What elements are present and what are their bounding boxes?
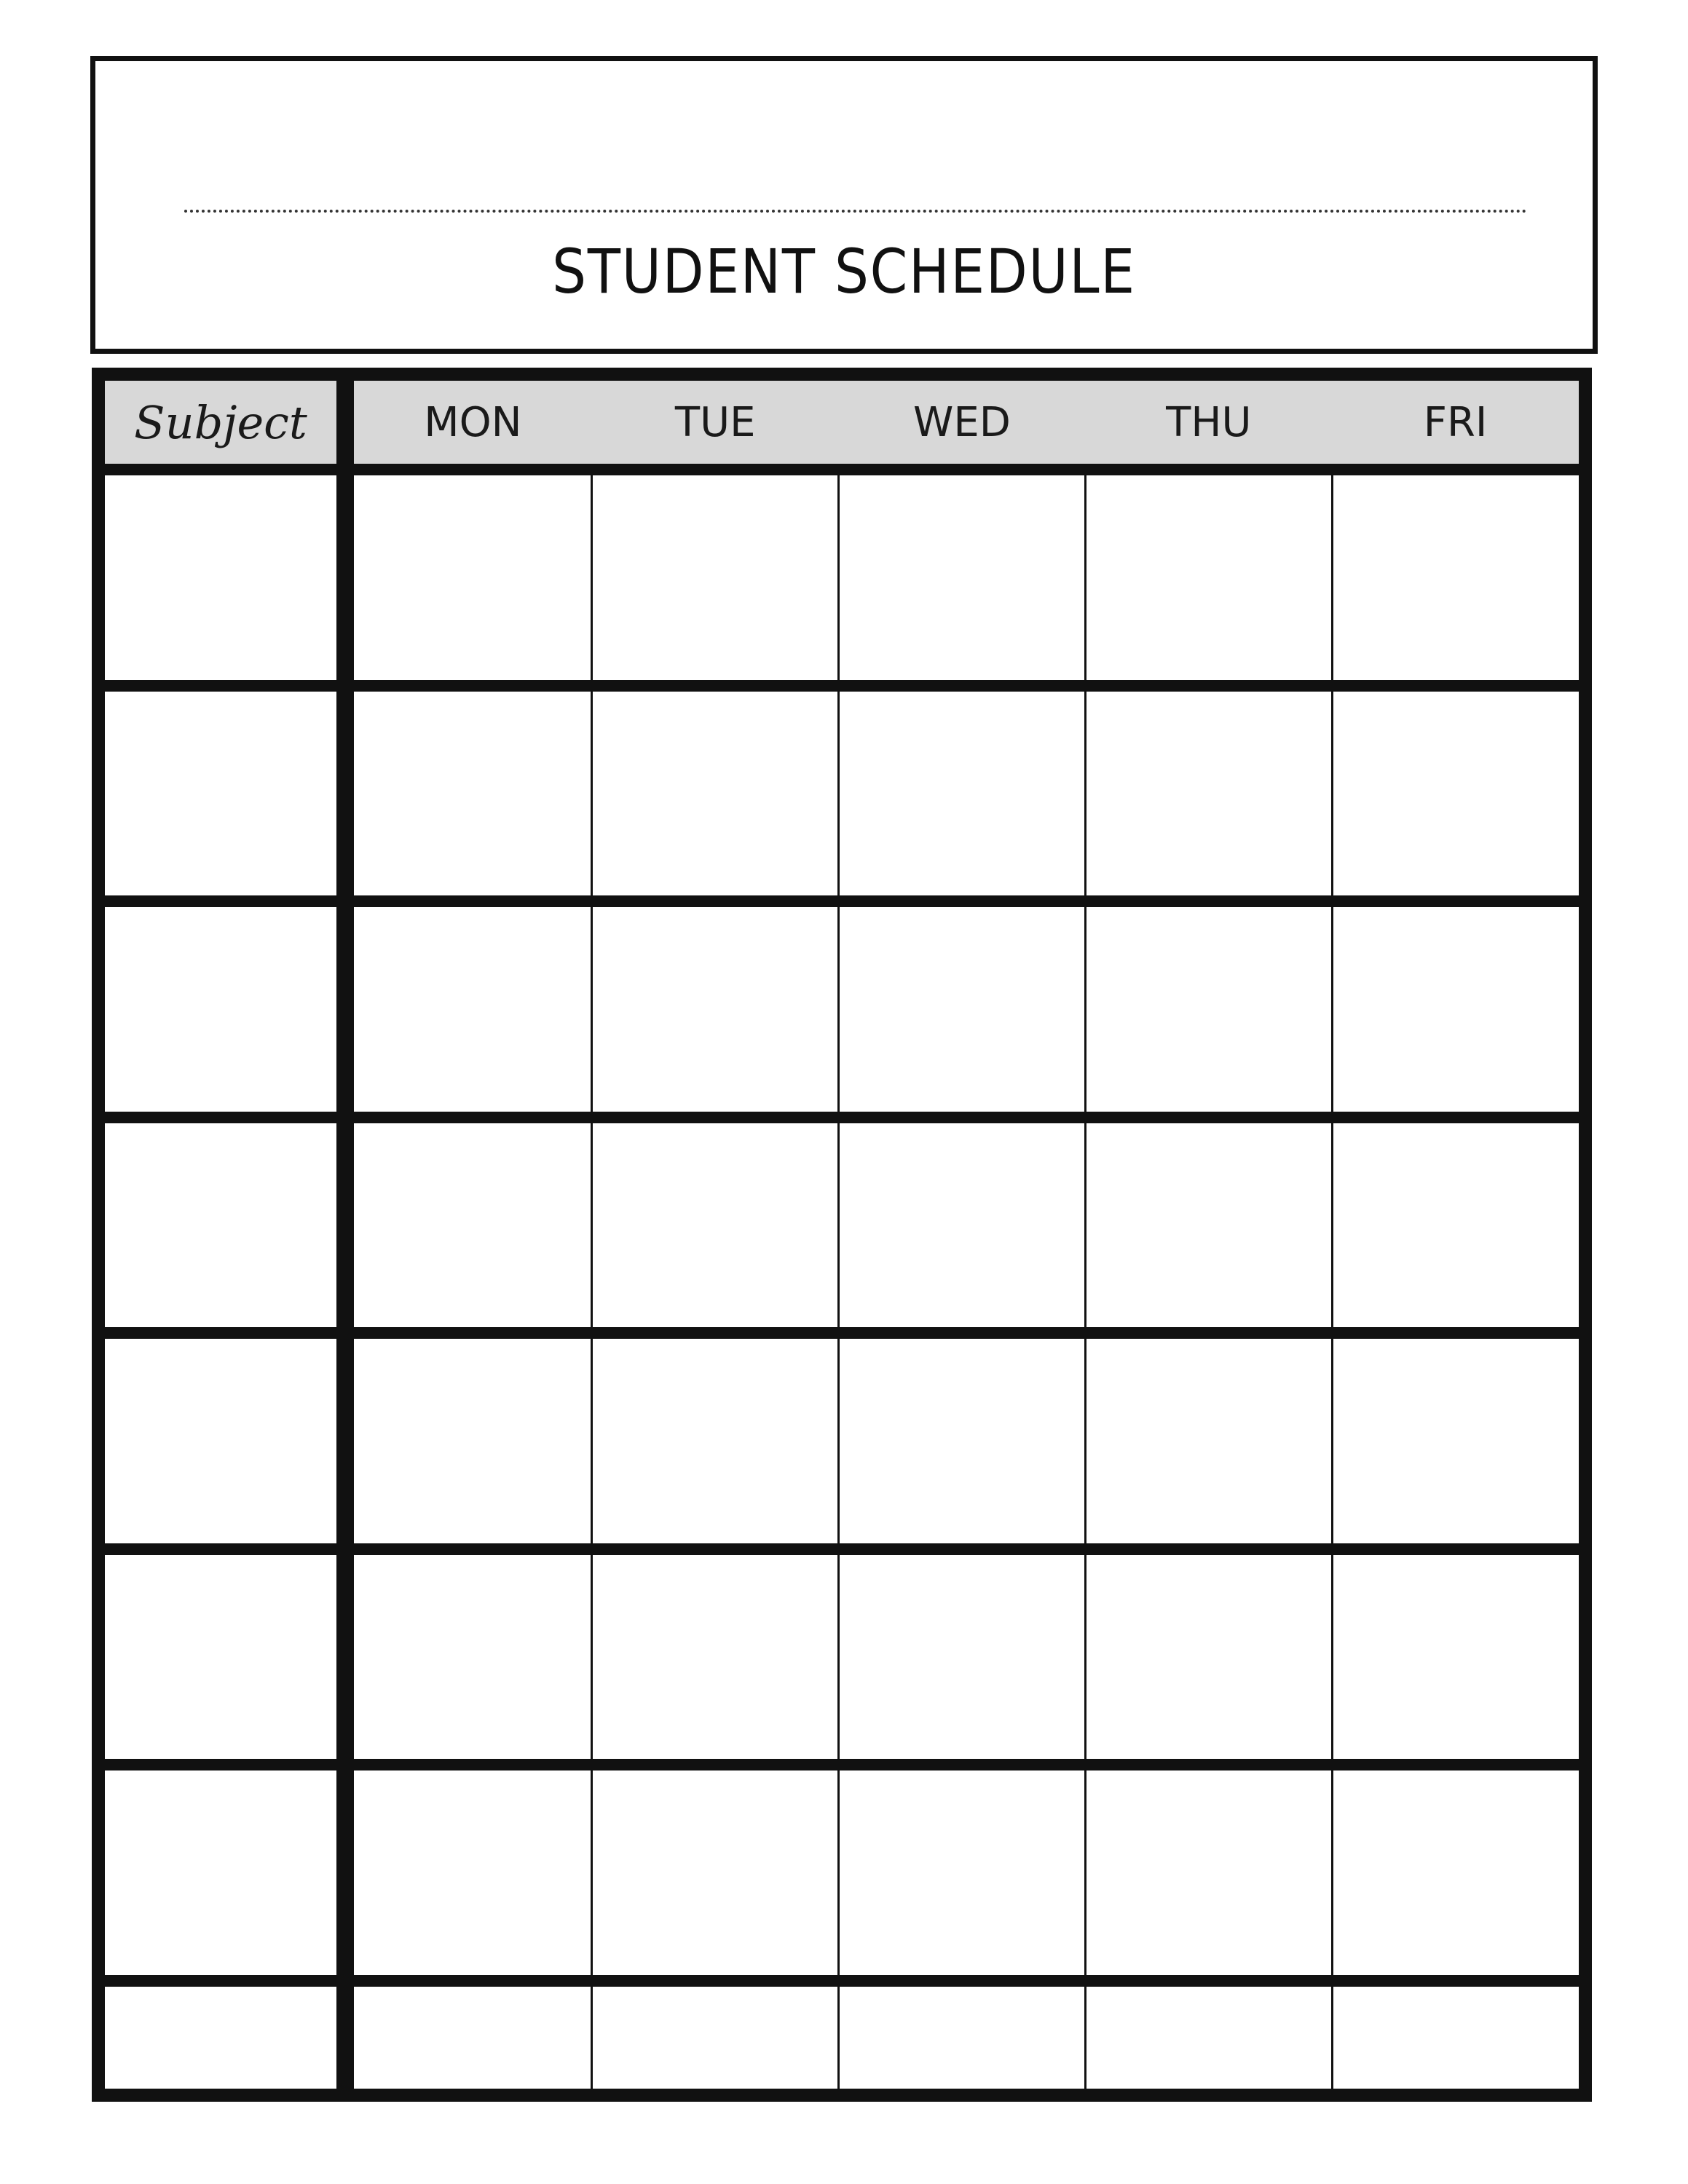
day-header-mon: MON <box>345 381 592 470</box>
table-row <box>105 901 1579 1117</box>
schedule-cell-fri[interactable] <box>1332 1765 1579 1981</box>
schedule-cell-fri[interactable] <box>1332 1333 1579 1549</box>
subject-cell[interactable] <box>105 686 345 902</box>
schedule-cell-tue[interactable] <box>592 1333 839 1549</box>
table-row <box>105 1981 1579 2089</box>
schedule-cell-wed[interactable] <box>839 1549 1086 1765</box>
title-box <box>90 56 1598 354</box>
subject-cell[interactable] <box>105 470 345 686</box>
table-row <box>105 686 1579 902</box>
table-row <box>105 1117 1579 1334</box>
schedule-grid <box>92 368 1592 2102</box>
schedule-cell-thu[interactable] <box>1085 686 1332 902</box>
schedule-cell-wed[interactable] <box>839 1765 1086 1981</box>
schedule-cell-fri[interactable] <box>1332 1981 1579 2089</box>
schedule-cell-tue[interactable] <box>592 901 839 1117</box>
schedule-cell-fri[interactable] <box>1332 686 1579 902</box>
schedule-cell-wed[interactable] <box>839 901 1086 1117</box>
schedule-cell-mon[interactable] <box>345 470 592 686</box>
schedule-cell-thu[interactable] <box>1085 1333 1332 1549</box>
subject-cell[interactable] <box>105 1981 345 2089</box>
table-row <box>105 1549 1579 1765</box>
schedule-cell-wed[interactable] <box>839 1117 1086 1334</box>
schedule-cell-wed[interactable] <box>839 1333 1086 1549</box>
schedule-cell-thu[interactable] <box>1085 1549 1332 1765</box>
schedule-cell-fri[interactable] <box>1332 470 1579 686</box>
schedule-cell-mon[interactable] <box>345 1333 592 1549</box>
schedule-cell-thu[interactable] <box>1085 1117 1332 1334</box>
schedule-cell-wed[interactable] <box>839 470 1086 686</box>
schedule-cell-mon[interactable] <box>345 901 592 1117</box>
schedule-cell-fri[interactable] <box>1332 1549 1579 1765</box>
schedule-table <box>105 381 1579 2089</box>
table-row <box>105 1765 1579 1981</box>
schedule-cell-thu[interactable] <box>1085 1981 1332 2089</box>
schedule-cell-thu[interactable] <box>1085 1765 1332 1981</box>
schedule-cell-fri[interactable] <box>1332 901 1579 1117</box>
day-header-fri: FRI <box>1332 381 1579 470</box>
name-line[interactable] <box>184 210 1527 213</box>
schedule-cell-mon[interactable] <box>345 1549 592 1765</box>
schedule-cell-mon[interactable] <box>345 1117 592 1334</box>
schedule-body <box>105 470 1579 2089</box>
subject-cell[interactable] <box>105 1333 345 1549</box>
table-row <box>105 470 1579 686</box>
page-title: STUDENT SCHEDULE <box>552 236 1136 307</box>
schedule-cell-mon[interactable] <box>345 686 592 902</box>
schedule-cell-tue[interactable] <box>592 1981 839 2089</box>
schedule-cell-wed[interactable] <box>839 1981 1086 2089</box>
subject-cell[interactable] <box>105 1117 345 1334</box>
schedule-cell-tue[interactable] <box>592 1765 839 1981</box>
schedule-cell-mon[interactable] <box>345 1765 592 1981</box>
day-header-wed: WED <box>839 381 1086 470</box>
header-row <box>105 381 1579 470</box>
subject-cell[interactable] <box>105 901 345 1117</box>
day-header-tue: TUE <box>592 381 839 470</box>
table-row <box>105 1333 1579 1549</box>
schedule-cell-mon[interactable] <box>345 1981 592 2089</box>
schedule-cell-fri[interactable] <box>1332 1117 1579 1334</box>
schedule-cell-thu[interactable] <box>1085 901 1332 1117</box>
day-header-thu: THU <box>1085 381 1332 470</box>
schedule-cell-wed[interactable] <box>839 686 1086 902</box>
subject-cell[interactable] <box>105 1765 345 1981</box>
schedule-cell-tue[interactable] <box>592 1117 839 1334</box>
schedule-cell-tue[interactable] <box>592 686 839 902</box>
schedule-cell-tue[interactable] <box>592 1549 839 1765</box>
subject-cell[interactable] <box>105 1549 345 1765</box>
subject-header: Subject <box>105 381 345 470</box>
schedule-cell-thu[interactable] <box>1085 470 1332 686</box>
schedule-cell-tue[interactable] <box>592 470 839 686</box>
